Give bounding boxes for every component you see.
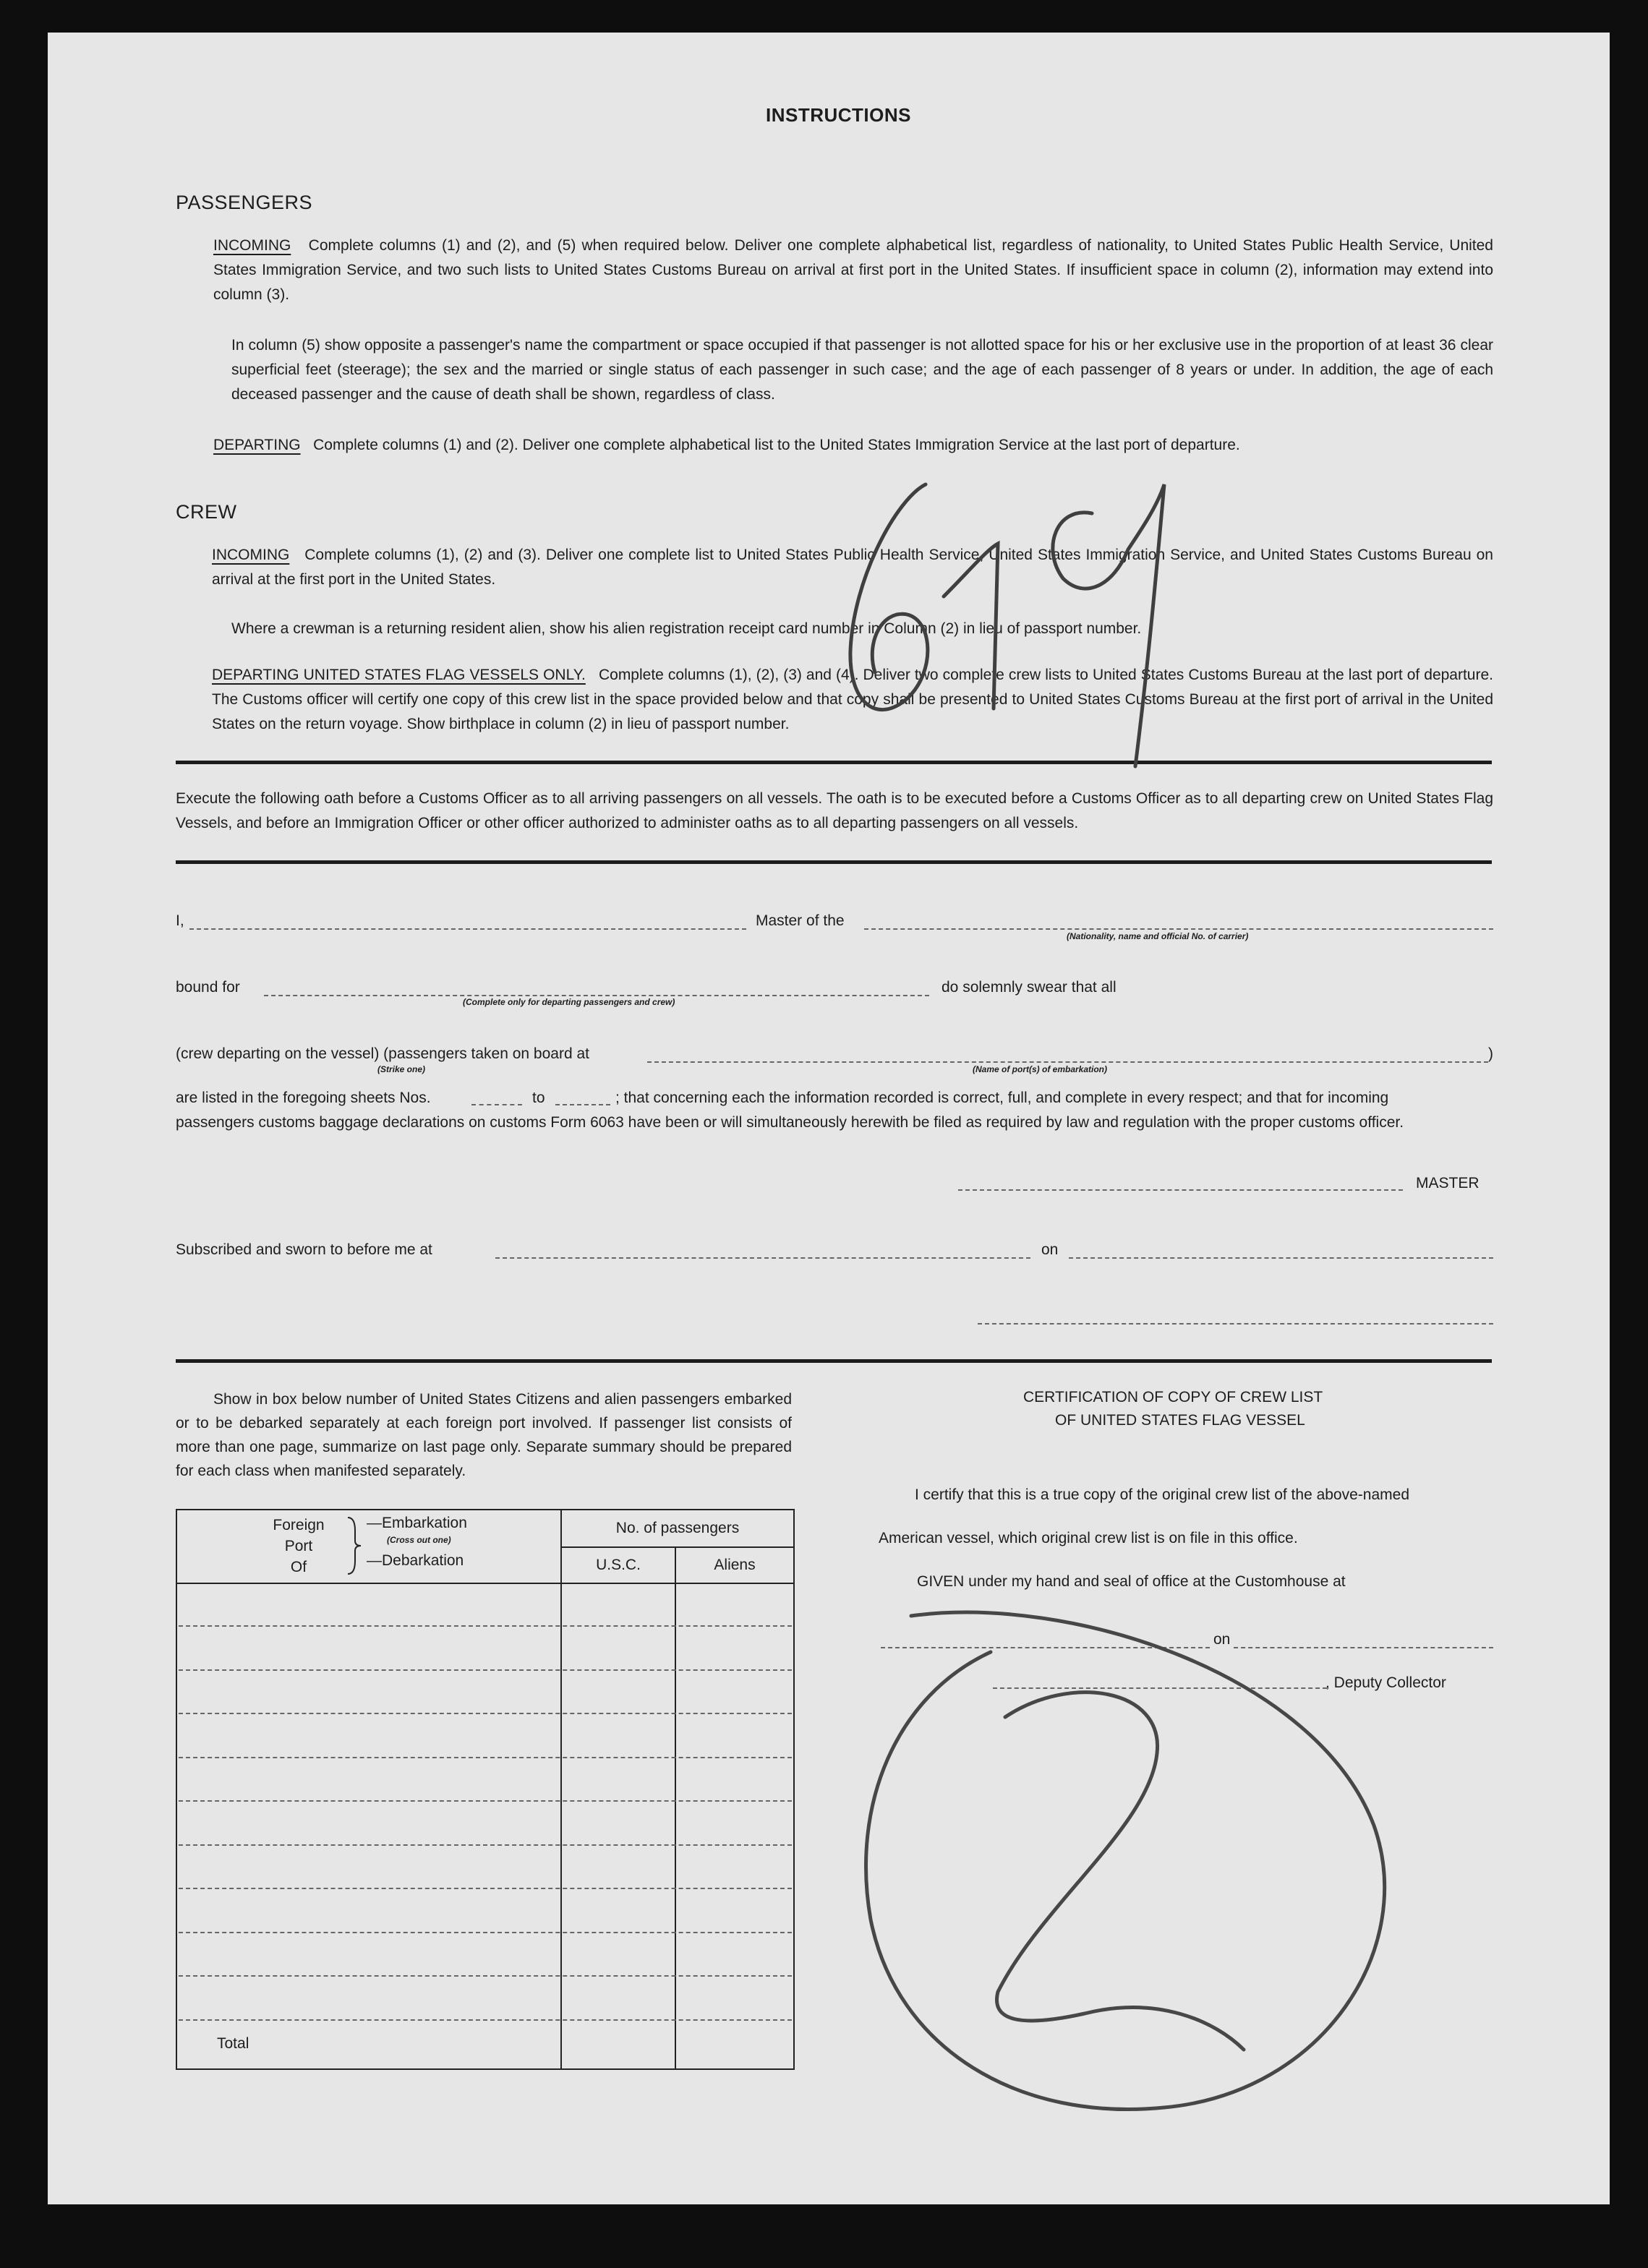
given-text: GIVEN under my hand and seal of office at the Customhouse at [917, 1573, 1346, 1590]
master-name-field[interactable] [189, 928, 746, 930]
passengers-departing-block [213, 433, 1493, 458]
sworn-date-field[interactable] [1069, 1257, 1493, 1259]
summary-table-row-rule [179, 1975, 792, 1977]
divider-2 [176, 860, 1492, 864]
summary-table-row-rule [179, 1757, 792, 1758]
sheet-from-field[interactable] [471, 1104, 522, 1105]
strike-one-note: (Strike one) [377, 1064, 426, 1074]
oath-instruction: Execute the following oath before a Customs Officer as to all arriving passengers on all vessels. The oath is to be executed before a Customs Officer as to all departing crew on United States Flag Vessels, and before an Immigration Officer or other officer authorized to administer oaths as to all departing passengers on all vessels. [176, 790, 1493, 831]
passengers-incoming-para2: In column (5) show opposite a passenger's name the compartment or space occupied if that passenger is not allotted space for his or her exclusive use in the proportion of at least 36 clear superficial feet (steerage); the sex and the married or single status of each passenger in such case; and the age of each passenger of 8 years or under. In addition, the age of each deceased passenger and the cause of death shall be shown, regardless of class. [231, 337, 1493, 403]
summary-table-row-rule [179, 1932, 792, 1933]
certify-text: I certify that this is a true copy of the original crew list of the above-named [915, 1486, 1409, 1503]
crew-incoming-label: INCOMING [212, 547, 290, 563]
passengers-incoming-label: INCOMING [213, 237, 291, 254]
nationality-note: (Nationality, name and official No. of carrier) [1067, 931, 1249, 941]
aliens-header: Aliens [675, 1547, 794, 1583]
sworn-on-label: on [1041, 1241, 1059, 1258]
divider-3 [176, 1359, 1492, 1363]
summary-table-row-rule [179, 1844, 792, 1846]
instructions-title: INSTRUCTIONS [766, 104, 911, 126]
port-label: Port [284, 1538, 313, 1554]
master-signature-label: MASTER [1416, 1175, 1480, 1191]
master-of-the-label: Master of the [756, 912, 845, 929]
crew-passengers-label: (crew departing on the vessel) (passengers taken on board at [176, 1045, 589, 1062]
passengers-incoming-text: Complete columns (1) and (2), and (5) when required below. Deliver one complete alphabetical list, regardless of nationality, to United States Public Health Service, United States Immigration Service, and two such lists to United States Customs Bureau on arrival at first port in the United States. If insufficient space in column (2), information may extend into column (3). [213, 237, 1493, 303]
passengers-incoming-block [213, 234, 1493, 307]
of-label: Of [290, 1559, 307, 1575]
bound-for-field[interactable] [264, 995, 929, 996]
usc-header: U.S.C. [561, 1547, 675, 1583]
no-passengers-header: No. of passengers [561, 1510, 794, 1547]
close-paren: ) [1488, 1045, 1493, 1062]
debarkation-label: —Debarkation [367, 1552, 464, 1569]
sheet-to-field[interactable] [555, 1104, 610, 1105]
crew-departing-text: Complete columns (1), (2), (3) and (4). Deliver two complete crew lists to United States Customs Bureau at the last port of departure. The Customs officer will certify one copy of this crew list in the space provided below and that copy shall be presented to United States Customs Bureau at the first port of arrival in the United States on the return voyage. Show birthplace in column (2) in lieu of passport number. [212, 667, 1493, 732]
embarkation-label: —Embarkation [367, 1515, 467, 1531]
foreign-label: Foreign [273, 1517, 325, 1533]
crew-incoming-para2: Where a crewman is a returning resident alien, show his alien registration receipt card number in Column (2) in lieu of passport number. [231, 620, 1142, 637]
crew-heading: CREW [176, 501, 237, 523]
embarkation-ports-field[interactable] [647, 1061, 1488, 1063]
port-header-labels [270, 1515, 328, 1578]
summary-usc-column[interactable] [561, 1583, 675, 2069]
listed-continuation: passengers customs baggage declarations on customs Form 6063 have been or will simultaneously herewith be filed as required by law and regulation with the proper customs officer. [176, 1114, 1404, 1131]
cross-out-note: (Cross out one) [387, 1535, 451, 1545]
complete-only-note: (Complete only for departing passengers and crew) [463, 997, 675, 1007]
summary-port-column[interactable] [176, 1583, 561, 2069]
certification-title-1: CERTIFICATION OF COPY OF CREW LIST [1023, 1389, 1323, 1405]
ports-note: (Name of port(s) of embarkation) [973, 1064, 1108, 1074]
oath-i-label: I, [176, 912, 184, 929]
master-signature-field[interactable] [958, 1189, 1403, 1191]
passengers-departing-text: Complete columns (1) and (2). Deliver one complete alphabetical list to the United States Immigration Service at the last port of departure. [313, 437, 1240, 453]
summary-table-row-rule [179, 1669, 792, 1671]
handwritten-number-619 [824, 463, 1417, 781]
passengers-departing-label: DEPARTING [213, 437, 301, 453]
passengers-heading: PASSENGERS [176, 192, 313, 213]
brace-icon [345, 1516, 364, 1575]
summary-table-row-rule [179, 1625, 792, 1627]
bound-for-label: bound for [176, 979, 240, 996]
listed-rest: ; that concerning each the information recorded is correct, full, and complete in every respect; and that for incoming [615, 1090, 1389, 1106]
listed-prefix: are listed in the foregoing sheets Nos. [176, 1090, 431, 1106]
passenger-summary-table [176, 1509, 795, 2070]
summary-table-row-rule [179, 2019, 792, 2021]
summary-instruction: Show in box below number of United States Citizens and alien passengers embarked or to be debarked separately at each foreign port involved. If passenger list consists of more than one page, summarize on last page only. Separate summary should be prepared for each class when manifested separately. [176, 1391, 792, 1479]
circled-number-2 [853, 1587, 1425, 2122]
crew-departing-label: DEPARTING UNITED STATES FLAG VESSELS ONLY. [212, 667, 586, 683]
officer-signature-field[interactable] [978, 1323, 1493, 1325]
sworn-location-field[interactable] [495, 1257, 1030, 1259]
summary-table-row-rule [179, 1888, 792, 1889]
crew-incoming-text: Complete columns (1), (2) and (3). Deliver one complete list to United States Public Health Service, United States Immigration Service, and United States Customs Bureau on arrival at the first port in the United States. [212, 547, 1493, 588]
summary-table-row-rule [179, 1800, 792, 1802]
certify-continuation: American vessel, which original crew list is on file in this office. [879, 1530, 1298, 1546]
carrier-field[interactable] [864, 928, 1493, 930]
port-header-cell [176, 1510, 561, 1583]
subscribed-label: Subscribed and sworn to before me at [176, 1241, 432, 1258]
deputy-collector-label: , Deputy Collector [1325, 1674, 1446, 1691]
swear-label: do solemnly swear that all [942, 979, 1117, 996]
to-label: to [532, 1090, 545, 1106]
summary-aliens-column[interactable] [675, 1583, 794, 2069]
cert-on-label: on [1213, 1631, 1231, 1648]
certification-title-2: OF UNITED STATES FLAG VESSEL [1055, 1412, 1305, 1429]
summary-table-row-rule [179, 1713, 792, 1714]
total-label: Total [217, 2035, 249, 2052]
